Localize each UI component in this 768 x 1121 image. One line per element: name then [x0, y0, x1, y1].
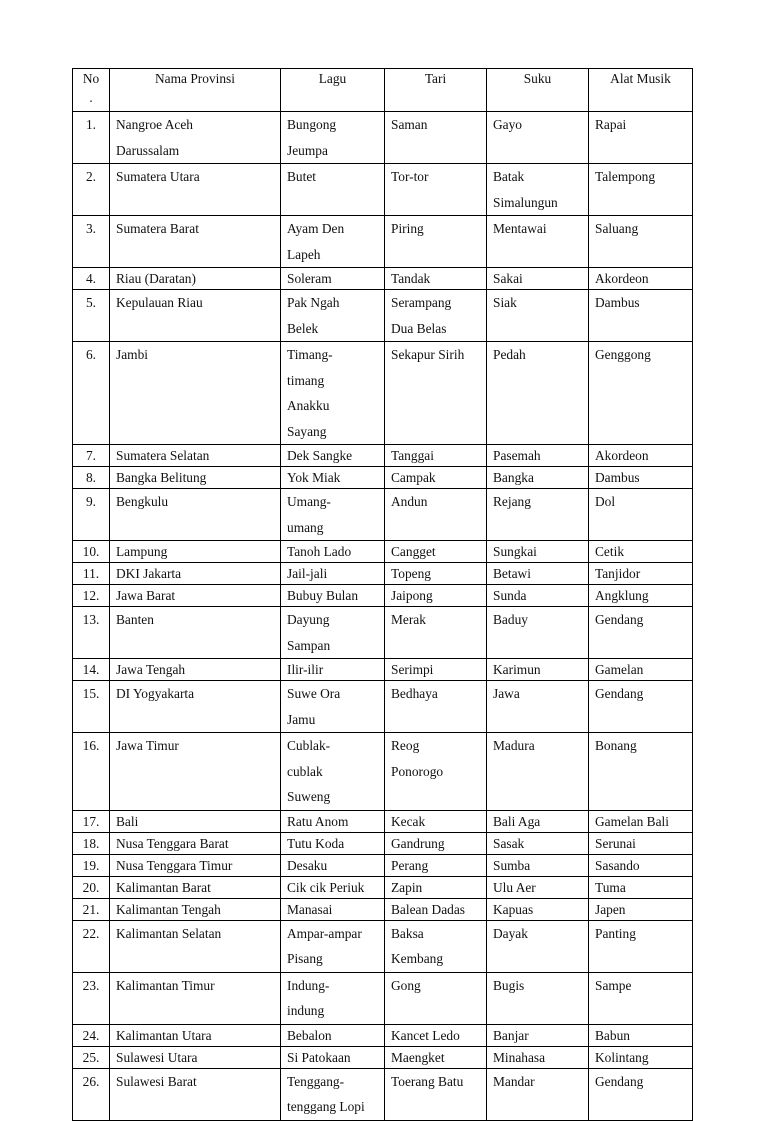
cell-instrument: Rapai	[589, 112, 693, 164]
cell-province: Kalimantan Utara	[110, 1024, 281, 1046]
cell-tribe: Madura	[487, 733, 589, 811]
cell-no: 6.	[73, 342, 110, 445]
cell-dance: Serimpi	[385, 659, 487, 681]
cell-tribe: Bangka	[487, 467, 589, 489]
cell-instrument: Kolintang	[589, 1046, 693, 1068]
cell-no: 2.	[73, 164, 110, 216]
cell-no: 26.	[73, 1068, 110, 1120]
cell-no: 12.	[73, 585, 110, 607]
cell-song: Manasai	[281, 898, 385, 920]
table-row	[73, 810, 693, 832]
cell-instrument: Gamelan	[589, 659, 693, 681]
cell-dance: Campak	[385, 467, 487, 489]
table-row	[73, 659, 693, 681]
cell-tribe: Gayo	[487, 112, 589, 164]
table-row	[73, 972, 693, 1024]
culture-table	[72, 68, 693, 1121]
cell-tribe: Baduy	[487, 607, 589, 659]
cell-no: 11.	[73, 563, 110, 585]
table-row	[73, 563, 693, 585]
cell-instrument: Cetik	[589, 541, 693, 563]
cell-no: 18.	[73, 832, 110, 854]
cell-province: Kalimantan Timur	[110, 972, 281, 1024]
cell-province: Kalimantan Selatan	[110, 920, 281, 972]
cell-province: Kalimantan Barat	[110, 876, 281, 898]
cell-song: Soleram	[281, 268, 385, 290]
cell-no: 1.	[73, 112, 110, 164]
cell-song: Ilir-ilir	[281, 659, 385, 681]
cell-dance: Jaipong	[385, 585, 487, 607]
cell-tribe: Pasemah	[487, 445, 589, 467]
cell-instrument: Sampe	[589, 972, 693, 1024]
cell-instrument: Babun	[589, 1024, 693, 1046]
cell-instrument: Gendang	[589, 1068, 693, 1120]
cell-dance: Toerang Batu	[385, 1068, 487, 1120]
cell-instrument: Dambus	[589, 290, 693, 342]
cell-dance: Baksa Kembang	[385, 920, 487, 972]
cell-no: 4.	[73, 268, 110, 290]
table-row	[73, 585, 693, 607]
cell-province: Jawa Timur	[110, 733, 281, 811]
cell-song: Tanoh Lado	[281, 541, 385, 563]
cell-tribe: Sasak	[487, 832, 589, 854]
cell-province: Bali	[110, 810, 281, 832]
cell-tribe: Sumba	[487, 854, 589, 876]
cell-tribe: Rejang	[487, 489, 589, 541]
cell-tribe: Kapuas	[487, 898, 589, 920]
cell-dance: Tor-tor	[385, 164, 487, 216]
cell-tribe: Dayak	[487, 920, 589, 972]
cell-no: 19.	[73, 854, 110, 876]
table-row	[73, 607, 693, 659]
cell-tribe: Bali Aga	[487, 810, 589, 832]
cell-dance: Gong	[385, 972, 487, 1024]
table-row	[73, 164, 693, 216]
cell-instrument: Genggong	[589, 342, 693, 445]
cell-instrument: Tuma	[589, 876, 693, 898]
cell-song: Dayung Sampan	[281, 607, 385, 659]
cell-dance: Balean Dadas	[385, 898, 487, 920]
cell-dance: Cangget	[385, 541, 487, 563]
cell-instrument: Akordeon	[589, 268, 693, 290]
column-header-song: Lagu	[281, 69, 385, 112]
cell-province: Sulawesi Utara	[110, 1046, 281, 1068]
cell-dance: Kecak	[385, 810, 487, 832]
cell-dance: Maengket	[385, 1046, 487, 1068]
cell-instrument: Angklung	[589, 585, 693, 607]
cell-province: Sulawesi Barat	[110, 1068, 281, 1120]
cell-tribe: Mandar	[487, 1068, 589, 1120]
cell-song: Si Patokaan	[281, 1046, 385, 1068]
cell-no: 14.	[73, 659, 110, 681]
cell-song: Ayam Den Lapeh	[281, 216, 385, 268]
cell-song: Bubuy Bulan	[281, 585, 385, 607]
table-row	[73, 832, 693, 854]
cell-song: Cublak- cublak Suweng	[281, 733, 385, 811]
cell-no: 8.	[73, 467, 110, 489]
cell-no: 9.	[73, 489, 110, 541]
cell-instrument: Gendang	[589, 681, 693, 733]
cell-province: Kalimantan Tengah	[110, 898, 281, 920]
table-row	[73, 268, 693, 290]
cell-province: Nusa Tenggara Barat	[110, 832, 281, 854]
cell-province: Jawa Barat	[110, 585, 281, 607]
table-body	[73, 112, 693, 1121]
column-header-tribe: Suku	[487, 69, 589, 112]
cell-province: Jawa Tengah	[110, 659, 281, 681]
cell-instrument: Akordeon	[589, 445, 693, 467]
cell-no: 10.	[73, 541, 110, 563]
cell-province: Bengkulu	[110, 489, 281, 541]
table-row	[73, 342, 693, 445]
table-row	[73, 876, 693, 898]
cell-province: Jambi	[110, 342, 281, 445]
table-header	[73, 69, 693, 112]
cell-dance: Reog Ponorogo	[385, 733, 487, 811]
cell-province: Nusa Tenggara Timur	[110, 854, 281, 876]
cell-no: 24.	[73, 1024, 110, 1046]
cell-dance: Tanggai	[385, 445, 487, 467]
cell-instrument: Panting	[589, 920, 693, 972]
cell-instrument: Bonang	[589, 733, 693, 811]
column-header-no: No .	[73, 69, 110, 112]
cell-tribe: Batak Simalungun	[487, 164, 589, 216]
cell-dance: Bedhaya	[385, 681, 487, 733]
cell-tribe: Sungkai	[487, 541, 589, 563]
cell-no: 3.	[73, 216, 110, 268]
cell-no: 17.	[73, 810, 110, 832]
cell-tribe: Ulu Aer	[487, 876, 589, 898]
cell-song: Ampar-ampar Pisang	[281, 920, 385, 972]
cell-no: 16.	[73, 733, 110, 811]
cell-tribe: Siak	[487, 290, 589, 342]
cell-song: Dek Sangke	[281, 445, 385, 467]
cell-song: Indung- indung	[281, 972, 385, 1024]
cell-song: Ratu Anom	[281, 810, 385, 832]
cell-song: Suwe Ora Jamu	[281, 681, 385, 733]
table-row	[73, 733, 693, 811]
cell-province: Sumatera Utara	[110, 164, 281, 216]
cell-province: Bangka Belitung	[110, 467, 281, 489]
cell-instrument: Serunai	[589, 832, 693, 854]
cell-song: Tenggang- tenggang Lopi	[281, 1068, 385, 1120]
cell-province: Sumatera Barat	[110, 216, 281, 268]
cell-instrument: Dambus	[589, 467, 693, 489]
cell-tribe: Karimun	[487, 659, 589, 681]
table-row	[73, 112, 693, 164]
cell-instrument: Tanjidor	[589, 563, 693, 585]
cell-dance: Zapin	[385, 876, 487, 898]
cell-tribe: Betawi	[487, 563, 589, 585]
cell-tribe: Mentawai	[487, 216, 589, 268]
cell-dance: Tandak	[385, 268, 487, 290]
cell-instrument: Gendang	[589, 607, 693, 659]
cell-dance: Merak	[385, 607, 487, 659]
cell-dance: Gandrung	[385, 832, 487, 854]
cell-song: Bebalon	[281, 1024, 385, 1046]
table-row	[73, 541, 693, 563]
cell-tribe: Pedah	[487, 342, 589, 445]
cell-song: Yok Miak	[281, 467, 385, 489]
column-header-dance: Tari	[385, 69, 487, 112]
header-row	[73, 69, 693, 112]
cell-no: 13.	[73, 607, 110, 659]
table-row	[73, 920, 693, 972]
cell-dance: Topeng	[385, 563, 487, 585]
cell-no: 20.	[73, 876, 110, 898]
cell-dance: Piring	[385, 216, 487, 268]
cell-dance: Perang	[385, 854, 487, 876]
cell-no: 15.	[73, 681, 110, 733]
cell-province: Kepulauan Riau	[110, 290, 281, 342]
table-row	[73, 1068, 693, 1120]
table-row	[73, 445, 693, 467]
cell-instrument: Talempong	[589, 164, 693, 216]
cell-tribe: Bugis	[487, 972, 589, 1024]
table-row	[73, 898, 693, 920]
cell-no: 5.	[73, 290, 110, 342]
cell-song: Desaku	[281, 854, 385, 876]
table-row	[73, 467, 693, 489]
cell-instrument: Japen	[589, 898, 693, 920]
cell-tribe: Sunda	[487, 585, 589, 607]
cell-instrument: Saluang	[589, 216, 693, 268]
cell-dance: Andun	[385, 489, 487, 541]
cell-province: Sumatera Selatan	[110, 445, 281, 467]
cell-song: Jail-jali	[281, 563, 385, 585]
cell-instrument: Dol	[589, 489, 693, 541]
cell-no: 23.	[73, 972, 110, 1024]
cell-dance: Sekapur Sirih	[385, 342, 487, 445]
table-row	[73, 216, 693, 268]
cell-instrument: Gamelan Bali	[589, 810, 693, 832]
cell-province: DI Yogyakarta	[110, 681, 281, 733]
cell-song: Umang- umang	[281, 489, 385, 541]
cell-tribe: Banjar	[487, 1024, 589, 1046]
cell-no: 25.	[73, 1046, 110, 1068]
cell-song: Pak Ngah Belek	[281, 290, 385, 342]
cell-province: Lampung	[110, 541, 281, 563]
cell-no: 7.	[73, 445, 110, 467]
cell-instrument: Sasando	[589, 854, 693, 876]
table-row	[73, 489, 693, 541]
cell-tribe: Minahasa	[487, 1046, 589, 1068]
column-header-province: Nama Provinsi	[110, 69, 281, 112]
cell-province: DKI Jakarta	[110, 563, 281, 585]
cell-song: Butet	[281, 164, 385, 216]
cell-song: Bungong Jeumpa	[281, 112, 385, 164]
cell-no: 21.	[73, 898, 110, 920]
table-row	[73, 1046, 693, 1068]
table-row	[73, 681, 693, 733]
cell-province: Nangroe Aceh Darussalam	[110, 112, 281, 164]
cell-province: Riau (Daratan)	[110, 268, 281, 290]
column-header-instrument: Alat Musik	[589, 69, 693, 112]
table-row	[73, 854, 693, 876]
cell-no: 22.	[73, 920, 110, 972]
cell-dance: Kancet Ledo	[385, 1024, 487, 1046]
table-row	[73, 1024, 693, 1046]
cell-dance: Saman	[385, 112, 487, 164]
cell-province: Banten	[110, 607, 281, 659]
table-row	[73, 290, 693, 342]
cell-song: Tutu Koda	[281, 832, 385, 854]
cell-tribe: Sakai	[487, 268, 589, 290]
cell-dance: Serampang Dua Belas	[385, 290, 487, 342]
cell-song: Cik cik Periuk	[281, 876, 385, 898]
cell-song: Timang- timang Anakku Sayang	[281, 342, 385, 445]
cell-tribe: Jawa	[487, 681, 589, 733]
